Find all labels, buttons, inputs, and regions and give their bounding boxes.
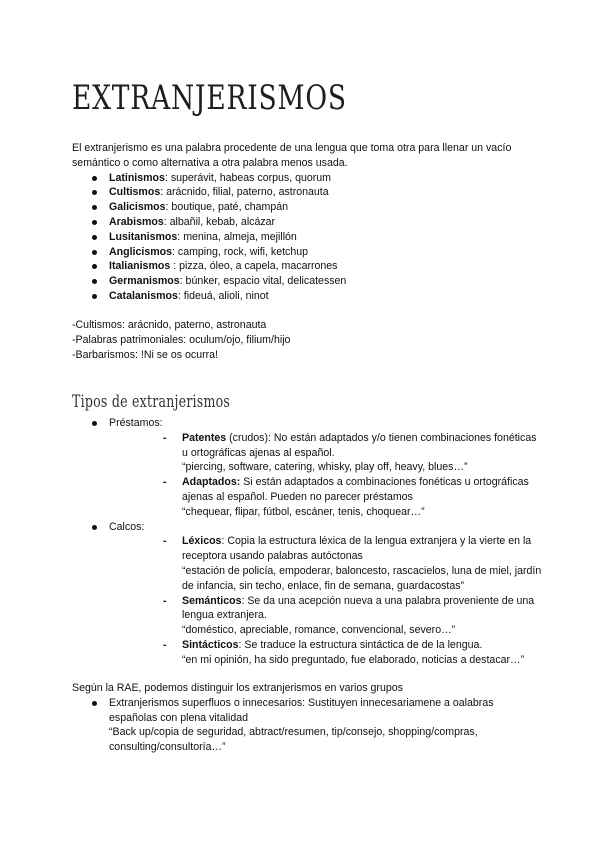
type-term: Arabismos (109, 215, 164, 228)
type-separator: : (179, 275, 186, 288)
type-separator: : (170, 260, 180, 273)
type-examples: camping, rock, wifi, ketchup (177, 245, 309, 258)
type-examples: arácnido, filial, paterno, astronauta (166, 186, 329, 199)
type-item (72, 171, 542, 186)
subtype-example: “estación de policía, empoderar, baloncesto, rascacielos, luna de miel, jardín de infancia, sin techo, enlace, fin de semana, guardacostas” (182, 564, 542, 592)
type-separator: : (163, 215, 170, 228)
subtype-term: Sintácticos (182, 638, 239, 651)
type-term: Lusitanismos (109, 230, 178, 243)
subtype-item (109, 431, 542, 475)
intro-section (72, 141, 542, 304)
subtype-text: : Copia la estructura léxica de la lengua extranjera y la vierte en la receptora usando palabras autóctonas (182, 535, 532, 563)
type-item (72, 289, 542, 304)
type-examples: búnker, espacio vital, delicatessen (185, 275, 347, 288)
subtype-item (109, 475, 542, 519)
type-term: Catalanismos (109, 289, 178, 302)
rae-item-example: “Back up/copia de seguridad, abtract/resumen, tip/consejo, shopping/compras, consulting/consultoría…” (109, 726, 478, 754)
subtype-example: “doméstico, apreciable, romance, convencional, severo…” (182, 624, 456, 637)
rae-section (72, 681, 542, 755)
subtype-term: Adaptados: (182, 476, 241, 489)
type-term: Galicismos (109, 201, 166, 214)
type-item (72, 215, 542, 230)
note-line: -Palabras patrimoniales: oculum/ojo, filium/hijo (72, 333, 291, 346)
prestamos-label: Préstamos: (109, 417, 163, 429)
type-examples: menina, almeja, mejillón (183, 230, 297, 243)
calcos-label: Calcos: (109, 520, 145, 533)
section-heading: Tipos de extranjerismos (72, 392, 231, 412)
type-examples: superávit, habeas corpus, quorum (170, 171, 332, 184)
calcos-item (72, 520, 542, 668)
type-separator: : (160, 186, 167, 199)
subtype-qualifier: (crudos) (226, 431, 268, 444)
type-item (72, 230, 542, 245)
subtype-example: “chequear, flipar, fútbol, escáner, tenis, choquear…” (182, 505, 425, 518)
type-examples: pizza, óleo, a capela, macarrones (179, 260, 338, 273)
type-term: Anglicismos (109, 245, 172, 258)
type-item (72, 274, 542, 289)
type-term: Latinismos (109, 171, 165, 184)
type-separator: : (165, 201, 172, 214)
subtype-text: : Se da una acepción nueva a una palabra proveniente de una lengua extranjera. (182, 594, 535, 622)
type-separator: : (164, 171, 171, 184)
subtype-text: : No están adaptados y/o tienen combinaciones fonéticas u ortográficas ajenas al español. (182, 431, 537, 459)
type-examples: fideuá, alioli, ninot (183, 289, 269, 302)
type-examples: albañil, kebab, alcázar (169, 215, 276, 228)
rae-item (72, 696, 542, 755)
subtype-item (109, 638, 542, 668)
subtype-item (109, 534, 542, 593)
tipos-section (72, 416, 542, 668)
type-item (72, 259, 542, 274)
type-term: Cultismos (109, 186, 161, 199)
notes-section (72, 318, 542, 362)
type-term: Italianismos (109, 260, 171, 273)
subtype-text: : Se traduce la estructura sintáctica de de la lengua. (238, 638, 483, 651)
page-title: EXTRANJERISMOS (72, 78, 347, 118)
subtype-text: Si están adaptados a combinaciones fonéticas u ortográficas ajenas al español. Pueden no parecer préstamos (182, 476, 529, 503)
type-examples: boutique, paté, champán (171, 201, 289, 214)
intro-paragraph: El extranjerismo es una palabra procedente de una lengua que toma otra para llenar un vacío semántico o como alternativa a otra palabra menos usada. (72, 142, 512, 169)
rae-item-text: Extranjerismos superfluos o innecesarios: Sustituyen innecesariamene a oalabras españolas con plena vitalidad (109, 696, 494, 724)
subtype-example: “en mi opinión, ha sido preguntado, fue elaborado, noticias a destacar…” (182, 653, 525, 666)
type-item (72, 245, 542, 260)
rae-intro: Según la RAE, podemos distinguir los extranjerismos en varios grupos (72, 682, 403, 694)
type-term: Germanismos (109, 275, 180, 288)
type-separator: : (177, 230, 184, 243)
note-line: -Barbarismos: !Ni se os ocurra! (72, 348, 219, 361)
type-separator: : (172, 245, 178, 258)
subtype-example: “piercing, software, catering, whisky, play off, heavy, blues…” (182, 461, 468, 474)
extranjerismo-types-list (72, 171, 542, 304)
subtype-item (109, 594, 542, 638)
subtype-term: Patentes (182, 431, 227, 444)
type-separator: : (177, 289, 184, 302)
subtype-term: Semánticos (182, 594, 242, 607)
note-line: -Cultismos: arácnido, paterno, astronauta (72, 319, 267, 331)
prestamos-item (72, 416, 542, 520)
type-item (72, 200, 542, 215)
subtype-term: Léxicos (182, 535, 222, 548)
type-item (72, 185, 542, 200)
